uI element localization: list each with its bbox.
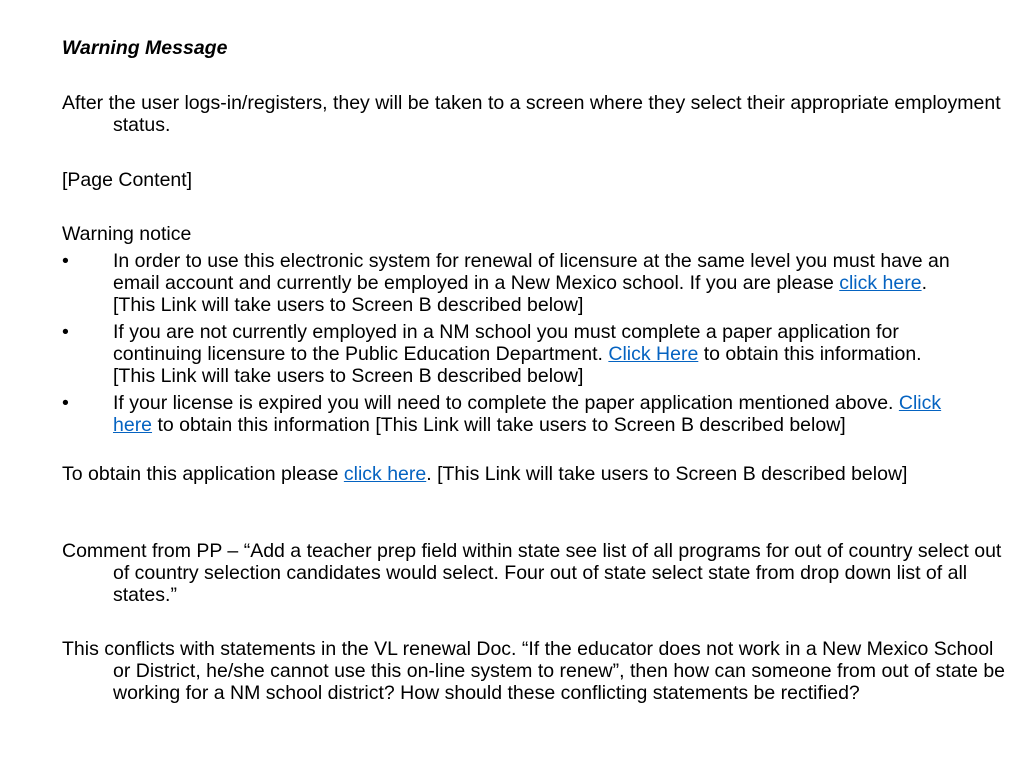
page-title: Warning Message: [62, 37, 228, 59]
bullet-icon: •: [62, 321, 69, 343]
intro-paragraph: After the user logs-in/registers, they will be taken to a screen where they select their appropriate employment status.: [62, 92, 1001, 136]
bullet-item-2: [62, 321, 962, 387]
bullet-text: [113, 250, 962, 316]
click-here-link-3[interactable]: Click here: [113, 392, 942, 436]
click-here-link-4[interactable]: click here: [343, 463, 427, 485]
bullet-text: [113, 392, 962, 436]
bullet-icon: •: [62, 250, 69, 272]
bullet-item-1: [62, 250, 962, 316]
bullet-text-after: to obtain this information. [This Link will take users to Screen B described below]: [113, 343, 922, 387]
bullet-text-before: In order to use this electronic system for renewal of licensure at the same level you must have an email account and currently be employed in a New Mexico school. If you are please: [113, 250, 950, 294]
click-here-link-1[interactable]: click here: [839, 272, 922, 294]
obtain-text-after: . [This Link will take users to Screen B described below]: [426, 463, 908, 485]
bullet-text-before: If you are not currently employed in a NM school you must complete a paper application for continuing licensure to the Public Education Department.: [113, 321, 899, 365]
conflict-paragraph: This conflicts with statements in the VL renewal Doc. “If the educator does not work in a New Mexico School or District, he/she cannot use this on-line system to renew”, then how can someone from out of state be working for a NM school district? How should these conflicting statements be rectified?: [62, 638, 1006, 704]
comment-paragraph: Comment from PP – “Add a teacher prep field within state see list of all programs for out of country select out of country selection candidates would select. Four out of state select state from drop down list of all states.”: [62, 540, 1002, 606]
click-here-link-2[interactable]: Click Here: [608, 343, 699, 365]
obtain-application-paragraph: [62, 463, 1013, 485]
page-content-label: [Page Content]: [62, 169, 193, 191]
bullet-item-3: [62, 392, 962, 436]
bullet-text: [113, 321, 962, 387]
bullet-text-after: to obtain this information [This Link will take users to Screen B described below]: [152, 414, 846, 436]
bullet-text-after: . [This Link will take users to Screen B described below]: [113, 272, 928, 316]
warning-notice-heading: Warning notice: [62, 223, 192, 245]
obtain-text-before: To obtain this application please: [62, 463, 344, 485]
bullet-icon: •: [62, 392, 69, 414]
bullet-text-before: If your license is expired you will need to complete the paper application mentioned above.: [113, 392, 899, 414]
